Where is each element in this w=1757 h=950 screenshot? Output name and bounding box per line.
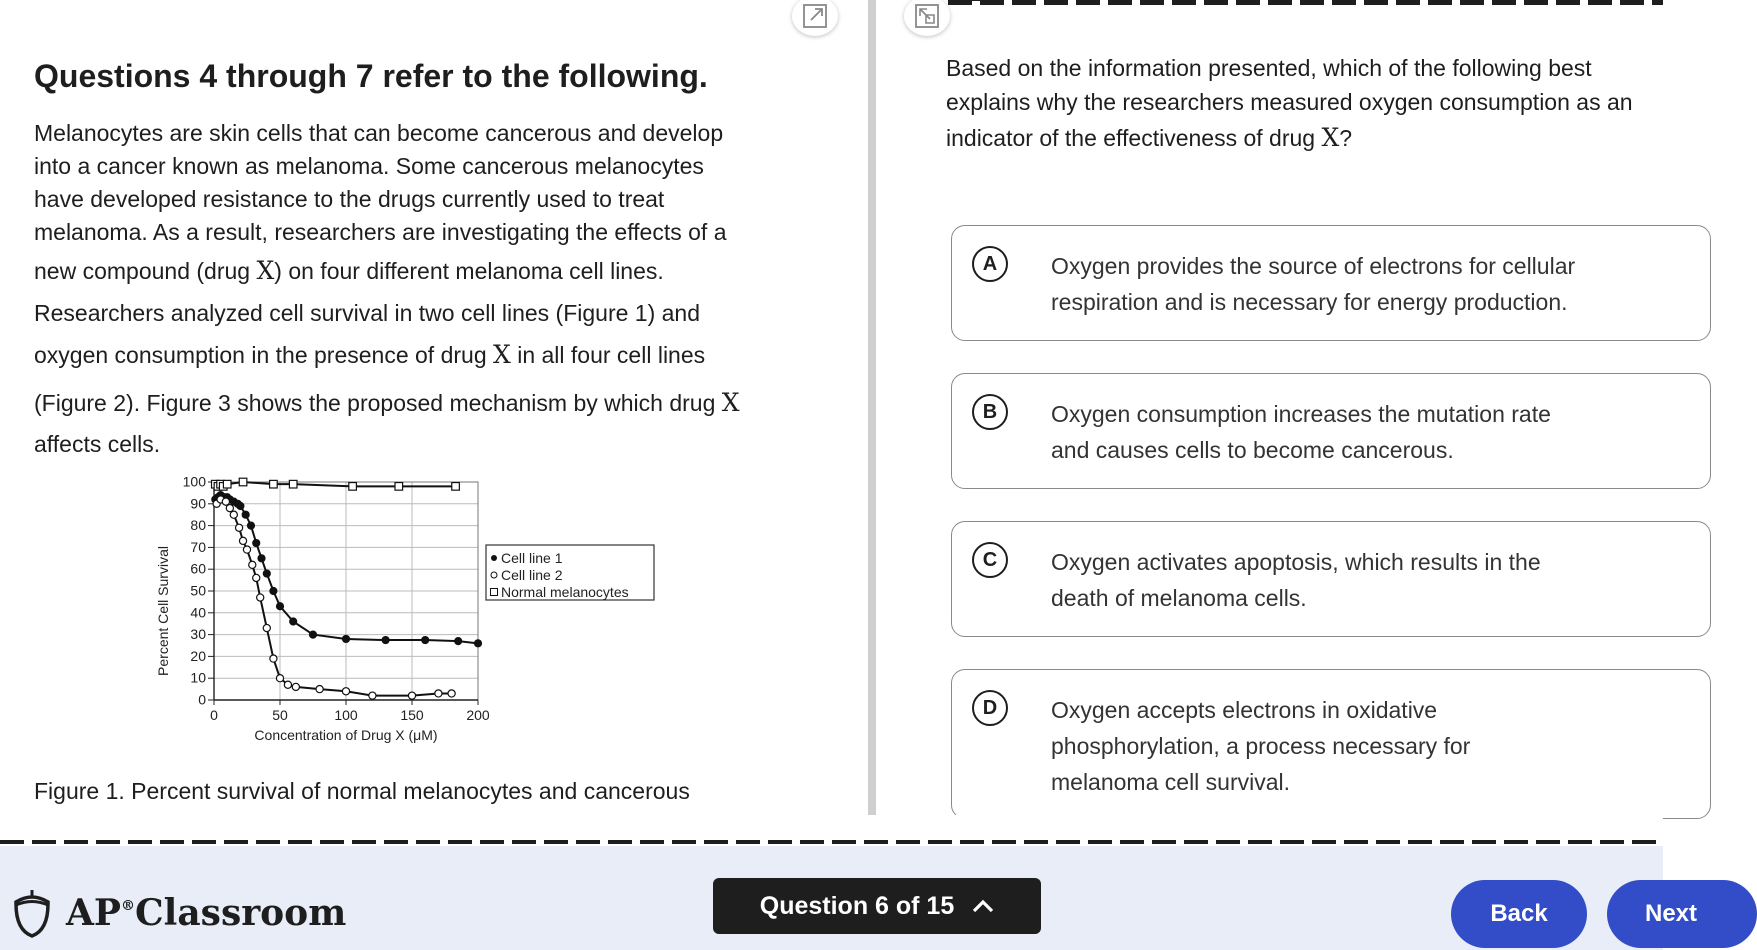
data-point-normal-melanocytes: [270, 480, 278, 488]
option-line: Oxygen accepts electrons in oxidative: [1051, 697, 1438, 723]
option-line: Oxygen consumption increases the mutation rate: [1051, 401, 1551, 427]
passage-line-part: in all four cell lines: [510, 342, 706, 368]
ap-acorn-icon: [12, 888, 52, 938]
option-text: [1051, 248, 1611, 320]
passage-line: Melanocytes are skin cells that can become cancerous and develop: [34, 120, 724, 146]
registered-mark: ®: [121, 898, 136, 914]
option-letter: B: [972, 394, 1008, 430]
passage-line-part: ) on four different melanoma cell lines.: [274, 258, 664, 284]
y-tick-label: 10: [190, 669, 206, 686]
y-tick-label: 60: [190, 560, 206, 577]
answer-option-a[interactable]: [951, 225, 1711, 341]
legend-marker: [491, 589, 498, 596]
data-point-cell-line-2: [230, 511, 237, 518]
data-point-cell-line-2: [316, 686, 323, 693]
y-tick-label: 30: [190, 626, 206, 643]
option-letter: C: [972, 542, 1008, 578]
passage-line-part: new compound (drug: [34, 258, 257, 284]
data-point-cell-line-1: [253, 539, 260, 546]
legend-marker: [491, 572, 497, 578]
data-point-cell-line-1: [242, 511, 249, 518]
data-point-cell-line-1: [382, 636, 389, 643]
data-point-normal-melanocytes: [239, 478, 247, 486]
legend-label: Normal melanocytes: [501, 584, 629, 600]
question-line: [946, 119, 1666, 157]
data-point-cell-line-2: [257, 594, 264, 601]
drug-symbol: X: [721, 388, 740, 417]
drug-symbol: X: [1321, 123, 1340, 152]
y-tick-label: 80: [190, 517, 206, 534]
option-line: and causes cells to become cancerous.: [1051, 437, 1454, 463]
legend-label: Cell line 1: [501, 550, 563, 566]
passage-line: [34, 377, 804, 429]
data-point-cell-line-1: [258, 555, 265, 562]
data-point-cell-line-2: [276, 675, 283, 682]
question-line-part: indicator of the effectiveness of drug: [946, 125, 1322, 151]
answer-option-d[interactable]: [951, 669, 1711, 819]
option-line: phosphorylation, a process necessary for: [1051, 733, 1471, 759]
data-point-cell-line-2: [369, 692, 376, 699]
brand-name: [66, 892, 346, 934]
passage-line: have developed resistance to the drugs currently used to treat: [34, 186, 665, 212]
data-point-cell-line-2: [284, 681, 291, 688]
answer-option-b[interactable]: [951, 373, 1711, 489]
footer-bar: [0, 846, 1698, 950]
data-point-cell-line-2: [448, 690, 455, 697]
passage-pane[interactable]: [0, 0, 868, 815]
passage-line: [34, 249, 804, 293]
data-point-cell-line-1: [247, 522, 254, 529]
figure-1-chart: [150, 465, 660, 755]
option-text: [1051, 396, 1611, 468]
question-stem: [946, 51, 1666, 157]
option-line: Oxygen provides the source of electrons for cellular: [1051, 253, 1576, 279]
pane-bottom-mask: [876, 815, 1663, 840]
brand-suffix: Classroom: [135, 892, 347, 934]
option-line: Oxygen activates apoptosis, which results in the: [1051, 549, 1541, 575]
question-line: explains why the researchers measured oxygen consumption as an: [946, 89, 1633, 115]
y-tick-label: 70: [190, 538, 206, 555]
question-line-part: ?: [1339, 125, 1353, 151]
option-letter: D: [972, 690, 1008, 726]
y-tick-label: 100: [182, 473, 206, 490]
data-point-normal-melanocytes: [395, 483, 403, 491]
y-tick-label: 20: [190, 647, 206, 664]
data-point-cell-line-1: [270, 587, 277, 594]
data-point-cell-line-2: [226, 505, 233, 512]
passage-line: [34, 333, 804, 377]
x-tick-label: 100: [334, 707, 358, 723]
data-point-cell-line-1: [290, 618, 297, 625]
passage-line-part: oxygen consumption in the presence of drug: [34, 342, 494, 368]
data-point-cell-line-2: [249, 561, 256, 568]
y-tick-label: 0: [198, 691, 206, 708]
data-point-normal-melanocytes: [349, 483, 357, 491]
question-line: Based on the information presented, which of the following best: [946, 55, 1592, 81]
brand-logo: [12, 888, 346, 938]
x-axis-label: Concentration of Drug X (μM): [254, 727, 438, 743]
data-point-cell-line-2: [342, 688, 349, 695]
passage-title: Questions 4 through 7 refer to the following.: [34, 58, 708, 94]
passage-text: [34, 117, 804, 459]
drug-symbol: X: [493, 340, 511, 369]
option-line: melanoma cell survival.: [1051, 769, 1291, 795]
x-tick-label: 200: [466, 707, 490, 723]
back-button[interactable]: Back: [1451, 880, 1587, 948]
data-point-cell-line-2: [239, 537, 246, 544]
question-navigator-button[interactable]: [713, 878, 1041, 934]
passage-line-part: (Figure 2). Figure 3 shows the proposed mechanism by which drug: [34, 390, 722, 416]
passage-line: affects cells.: [34, 431, 161, 457]
footer-dashed-rule: [0, 840, 1663, 844]
data-point-normal-melanocytes: [452, 483, 460, 491]
series-line-normal-melanocytes: [215, 482, 455, 486]
data-point-cell-line-2: [408, 692, 415, 699]
data-point-cell-line-2: [263, 624, 270, 631]
answer-option-c[interactable]: [951, 521, 1711, 637]
data-point-cell-line-1: [455, 638, 462, 645]
brand-prefix: AP: [66, 892, 122, 934]
data-point-cell-line-1: [309, 631, 316, 638]
y-tick-label: 50: [190, 582, 206, 599]
passage-line: melanoma. As a result, researchers are investigating the effects of a: [34, 219, 727, 245]
data-point-cell-line-1: [263, 570, 270, 577]
data-point-cell-line-1: [237, 502, 244, 509]
x-tick-label: 0: [210, 707, 218, 723]
data-point-normal-melanocytes: [289, 480, 297, 488]
passage-line: into a cancer known as melanoma. Some cancerous melanocytes: [34, 153, 704, 179]
y-tick-label: 90: [190, 495, 206, 512]
x-tick-label: 150: [400, 707, 424, 723]
option-text: [1051, 544, 1611, 616]
data-point-cell-line-2: [235, 524, 242, 531]
data-point-cell-line-2: [270, 655, 277, 662]
data-point-cell-line-1: [276, 603, 283, 610]
data-point-cell-line-2: [222, 498, 229, 505]
data-point-cell-line-2: [243, 546, 250, 553]
y-axis-label: Percent Cell Survival: [155, 546, 171, 676]
drug-symbol: X: [256, 256, 275, 285]
next-button[interactable]: Next: [1607, 880, 1757, 948]
data-point-cell-line-2: [435, 690, 442, 697]
option-letter: A: [972, 246, 1008, 282]
option-line: death of melanoma cells.: [1051, 585, 1307, 611]
y-tick-label: 40: [190, 604, 206, 621]
legend-marker: [491, 555, 497, 561]
expand-pane-icon: [802, 3, 828, 29]
option-text: [1051, 692, 1611, 800]
data-point-normal-melanocytes: [223, 480, 231, 488]
legend-label: Cell line 2: [501, 567, 563, 583]
x-tick-label: 50: [272, 707, 288, 723]
chevron-up-icon: [972, 899, 994, 913]
data-point-cell-line-2: [292, 683, 299, 690]
passage-line: Researchers analyzed cell survival in two cell lines (Figure 1) and: [34, 300, 701, 326]
data-point-cell-line-1: [422, 636, 429, 643]
figure-caption: Figure 1. Percent survival of normal melanocytes and cancerous: [34, 778, 690, 804]
data-point-cell-line-1: [474, 640, 481, 647]
option-line: respiration and is necessary for energy production.: [1051, 289, 1568, 315]
pane-divider[interactable]: [868, 0, 876, 815]
question-counter-label: Question 6 of 15: [759, 891, 955, 920]
data-point-cell-line-1: [342, 635, 349, 642]
data-point-cell-line-2: [253, 574, 260, 581]
